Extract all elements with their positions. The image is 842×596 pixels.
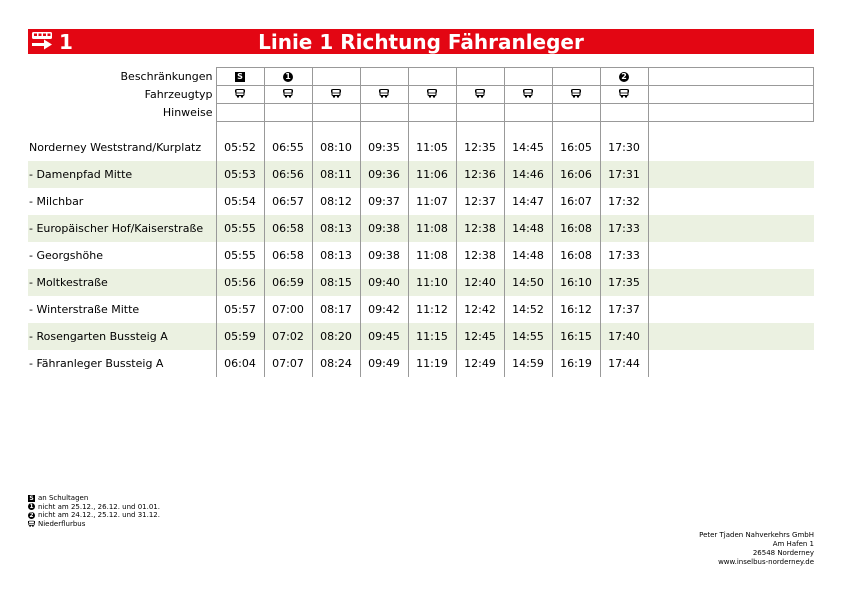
- legend-item: [28, 511, 160, 520]
- low-floor-bus-icon: [379, 88, 389, 98]
- empty-column: [648, 242, 814, 269]
- departure-time: 06:55: [264, 134, 312, 161]
- restriction-cell: [552, 68, 600, 86]
- departure-time: 11:07: [408, 188, 456, 215]
- vehicle-type-cell: [360, 86, 408, 104]
- stop-name: Norderney Weststrand/Kurplatz: [29, 141, 202, 154]
- departure-time: 12:35: [456, 134, 504, 161]
- departure-time: 17:40: [600, 323, 648, 350]
- departure-time: 12:49: [456, 350, 504, 377]
- legend-item: [28, 520, 160, 529]
- notes-cell: [408, 104, 456, 122]
- departure-time: 12:38: [456, 215, 504, 242]
- vehicle-type-cell: [264, 86, 312, 104]
- departure-time: 08:10: [312, 134, 360, 161]
- departure-time: 08:17: [312, 296, 360, 323]
- notes-cell: [312, 104, 360, 122]
- low-floor-bus-icon: [523, 88, 533, 98]
- stop-row: [28, 188, 814, 215]
- departure-time: 12:37: [456, 188, 504, 215]
- departure-time: 12:40: [456, 269, 504, 296]
- departure-time: 14:55: [504, 323, 552, 350]
- notes-cell: [264, 104, 312, 122]
- school-days-icon: S: [235, 72, 245, 82]
- departure-time: 08:20: [312, 323, 360, 350]
- departure-time: 05:54: [216, 188, 264, 215]
- departure-time: 09:36: [360, 161, 408, 188]
- stop-row: [28, 323, 814, 350]
- departure-time: 05:55: [216, 242, 264, 269]
- low-floor-bus-icon: [475, 88, 485, 98]
- departure-time: 14:52: [504, 296, 552, 323]
- legend-text: an Schultagen: [38, 494, 89, 503]
- departure-time: 14:48: [504, 242, 552, 269]
- departure-time: 11:08: [408, 242, 456, 269]
- notes-cell: [600, 104, 648, 122]
- departure-time: 09:49: [360, 350, 408, 377]
- stop-name: - Georgshöhe: [29, 249, 103, 262]
- stop-name: - Damenpfad Mitte: [28, 161, 216, 188]
- departure-time: 17:31: [600, 161, 648, 188]
- stop-name: - Europäischer Hof/Kaiserstraße: [28, 215, 216, 242]
- stop-name: - Rosengarten Bussteig A: [28, 323, 216, 350]
- vehicle-type-cell: [312, 86, 360, 104]
- legend-text: nicht am 24.12., 25.12. und 31.12.: [38, 511, 160, 520]
- departure-time: 05:59: [216, 323, 264, 350]
- restriction-cell: [648, 68, 814, 86]
- departure-time: 09:42: [360, 296, 408, 323]
- timetable: [28, 67, 814, 377]
- restriction-cell: [312, 68, 360, 86]
- empty-column: [648, 161, 814, 188]
- low-floor-bus-icon: [235, 88, 245, 98]
- departure-time: 09:38: [360, 242, 408, 269]
- stop-name: - Fähranleger Bussteig A: [29, 357, 164, 370]
- vehicle-type-cell: [408, 86, 456, 104]
- stop-row: [28, 296, 814, 323]
- notes-cell: [504, 104, 552, 122]
- departure-time: 08:11: [312, 161, 360, 188]
- departure-time: 17:30: [600, 134, 648, 161]
- departure-time: 07:00: [264, 296, 312, 323]
- departure-time: 16:19: [552, 350, 600, 377]
- departure-time: 06:04: [216, 350, 264, 377]
- departure-time: 06:58: [264, 242, 312, 269]
- departure-time: 16:07: [552, 188, 600, 215]
- departure-time: 07:07: [264, 350, 312, 377]
- stop-name: - Milchbar: [29, 195, 84, 208]
- departure-time: 07:02: [264, 323, 312, 350]
- departure-time: 11:06: [408, 161, 456, 188]
- company-city: 26548 Norderney: [752, 549, 814, 557]
- vehicle-type-cell: [552, 86, 600, 104]
- vehicle-type-cell: [648, 86, 814, 104]
- departure-time: 14:48: [504, 215, 552, 242]
- departure-time: 12:38: [456, 242, 504, 269]
- departure-time: 16:12: [552, 296, 600, 323]
- stop-row: [28, 161, 814, 188]
- departure-time: 16:10: [552, 269, 600, 296]
- restriction-cell: [600, 68, 648, 86]
- departure-time: 12:45: [456, 323, 504, 350]
- empty-column: [648, 296, 814, 323]
- restriction-cell: [504, 68, 552, 86]
- departure-time: 16:08: [552, 242, 600, 269]
- departure-time: 05:57: [216, 296, 264, 323]
- stop-row: [28, 350, 814, 377]
- legend-item: [28, 494, 160, 503]
- school-days-icon: S: [29, 494, 34, 502]
- departure-time: 11:15: [408, 323, 456, 350]
- departure-time: 06:58: [264, 215, 312, 242]
- restriction-cell: [408, 68, 456, 86]
- departure-time: 16:08: [552, 215, 600, 242]
- restriction-cell: [456, 68, 504, 86]
- departure-time: 17:37: [600, 296, 648, 323]
- empty-column: [648, 323, 814, 350]
- stop-row: [28, 242, 814, 269]
- departure-time: 16:06: [552, 161, 600, 188]
- departure-time: 05:55: [216, 215, 264, 242]
- vehicle-type-label: Fahrzeugtyp: [144, 88, 213, 101]
- low-floor-bus-icon: [427, 88, 437, 98]
- departure-time: 09:35: [360, 134, 408, 161]
- departure-time: 17:35: [600, 269, 648, 296]
- departure-time: 17:44: [600, 350, 648, 377]
- low-floor-bus-icon: [283, 88, 293, 98]
- departure-time: 09:38: [360, 215, 408, 242]
- line-number: 1: [59, 30, 73, 54]
- restrictions-label: Beschränkungen: [120, 70, 213, 83]
- low-floor-bus-icon: [28, 520, 35, 527]
- departure-time: 08:13: [312, 242, 360, 269]
- vehicle-type-cell: [600, 86, 648, 104]
- restriction-1-icon: 1: [283, 72, 293, 82]
- departure-time: 14:45: [504, 134, 552, 161]
- notes-cell: [360, 104, 408, 122]
- low-floor-bus-icon: [571, 88, 581, 98]
- legend-item: [28, 503, 160, 512]
- legend-text: Niederflurbus: [38, 519, 86, 528]
- company-name: Peter Tjaden Nahverkehrs GmbH: [699, 531, 814, 539]
- departure-time: 12:36: [456, 161, 504, 188]
- departure-time: 08:15: [312, 269, 360, 296]
- empty-column: [648, 215, 814, 242]
- stop-name: - Winterstraße Mitte: [29, 303, 140, 316]
- vehicle-type-cell: [456, 86, 504, 104]
- empty-column: [648, 188, 814, 215]
- empty-column: [648, 269, 814, 296]
- vehicle-type-cell: [504, 86, 552, 104]
- departure-time: 17:32: [600, 188, 648, 215]
- departure-time: 14:46: [504, 161, 552, 188]
- departure-time: 11:08: [408, 215, 456, 242]
- departure-time: 11:10: [408, 269, 456, 296]
- page-title: Linie 1 Richtung Fähranleger: [258, 30, 584, 54]
- departure-time: 09:37: [360, 188, 408, 215]
- notes-cell: [552, 104, 600, 122]
- departure-time: 17:33: [600, 215, 648, 242]
- departure-time: 06:56: [264, 161, 312, 188]
- restriction-2-icon: 2: [619, 72, 629, 82]
- departure-time: 16:15: [552, 323, 600, 350]
- departure-time: 05:53: [216, 161, 264, 188]
- notes-cell: [216, 104, 264, 122]
- legend: [28, 494, 160, 528]
- departure-time: 14:47: [504, 188, 552, 215]
- low-floor-bus-icon: [331, 88, 341, 98]
- stop-row: [28, 134, 814, 161]
- company-street: Am Hafen 1: [772, 540, 814, 548]
- stop-row: [28, 215, 814, 242]
- departure-time: 17:33: [600, 242, 648, 269]
- stop-row: [28, 269, 814, 296]
- notes-row: [28, 104, 814, 122]
- departure-time: 11:12: [408, 296, 456, 323]
- notes-label: Hinweise: [162, 106, 213, 119]
- departure-time: 09:45: [360, 323, 408, 350]
- stop-name: - Moltkestraße: [28, 269, 216, 296]
- restrictions-row: [28, 68, 814, 86]
- spacer-row: [28, 122, 814, 135]
- departure-time: 11:19: [408, 350, 456, 377]
- departure-time: 14:50: [504, 269, 552, 296]
- departure-time: 08:24: [312, 350, 360, 377]
- departure-time: 12:42: [456, 296, 504, 323]
- vehicle-type-row: [28, 86, 814, 104]
- vehicle-type-cell: [216, 86, 264, 104]
- departure-time: 05:56: [216, 269, 264, 296]
- departure-time: 11:05: [408, 134, 456, 161]
- low-floor-bus-icon: [619, 88, 629, 98]
- departure-time: 06:59: [264, 269, 312, 296]
- departure-time: 14:59: [504, 350, 552, 377]
- empty-column: [648, 134, 814, 161]
- company-info: [699, 531, 814, 567]
- departure-time: 09:40: [360, 269, 408, 296]
- company-web[interactable]: www.inselbus-norderney.de: [718, 558, 814, 566]
- empty-column: [648, 350, 814, 377]
- restriction-cell: [216, 68, 264, 86]
- restriction-cell: [264, 68, 312, 86]
- departure-time: 05:52: [216, 134, 264, 161]
- legend-text: nicht am 25.12., 26.12. und 01.01.: [38, 502, 160, 511]
- notes-cell: [456, 104, 504, 122]
- notes-cell: [648, 104, 814, 122]
- timetable-header: [28, 29, 814, 54]
- restriction-cell: [360, 68, 408, 86]
- restriction-1-icon: 1: [29, 503, 34, 511]
- departure-time: 06:57: [264, 188, 312, 215]
- departure-time: 08:12: [312, 188, 360, 215]
- restriction-2-icon: 2: [29, 511, 34, 519]
- departure-time: 08:13: [312, 215, 360, 242]
- departure-time: 16:05: [552, 134, 600, 161]
